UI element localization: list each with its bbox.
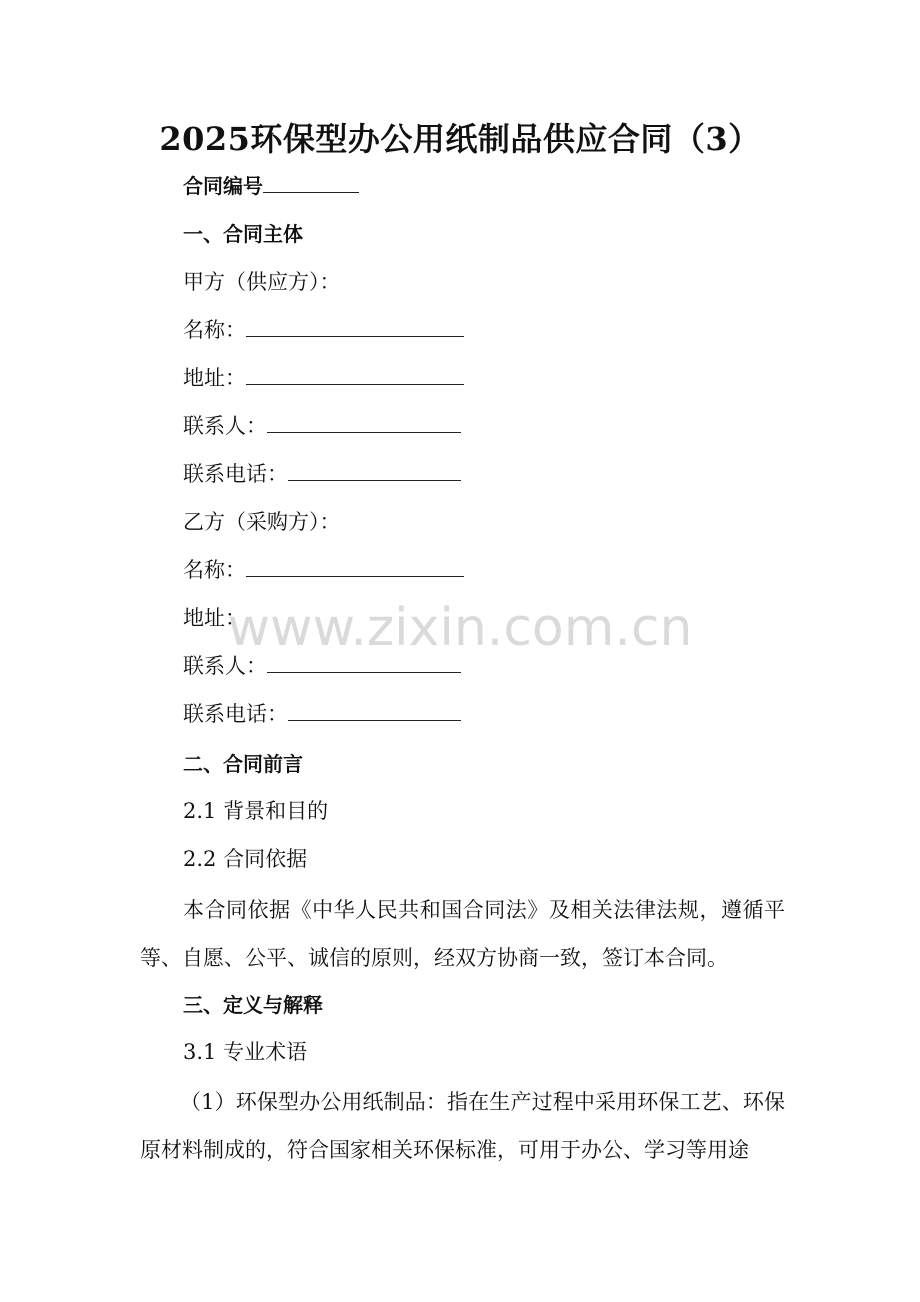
party-b-address-line [183, 604, 246, 632]
watermark: www.zixin.com.cn [227, 598, 693, 658]
contact-label: 联系人： [183, 654, 267, 678]
contact-label: 联系人： [183, 414, 267, 438]
section-2-heading: 二、合同前言 [183, 752, 303, 776]
section-1-heading: 一、合同主体 [183, 222, 303, 246]
item-3-1: 3.1 专业术语 [183, 1040, 308, 1064]
party-a-address-blank [246, 364, 464, 385]
party-a-contact-blank [267, 412, 461, 433]
paragraph-3-1: （1）环保型办公用纸制品：指在生产过程中采用环保工艺、环保原材料制成的，符合国家相关环保标准，可用于办公、学习等用途 [140, 1090, 785, 1162]
party-a-heading: 甲方（供应方）： [183, 270, 341, 294]
item-2-1: 2.1 背景和目的 [183, 799, 329, 823]
party-b-name-blank [246, 556, 464, 577]
party-a-name-blank [246, 316, 464, 337]
party-a-phone-blank [288, 460, 461, 481]
party-a-address-line [183, 364, 464, 392]
address-label: 地址： [183, 606, 246, 630]
address-label: 地址： [183, 366, 246, 390]
party-b-heading: 乙方（采购方）： [183, 510, 341, 534]
party-b-contact-blank [267, 652, 461, 673]
party-b-contact-line [183, 652, 461, 680]
party-a-name-line [183, 316, 464, 344]
phone-label: 联系电话： [183, 702, 288, 726]
contract-number-label: 合同编号 [183, 174, 263, 198]
name-label: 名称： [183, 558, 246, 582]
section-3-heading: 三、定义与解释 [183, 993, 323, 1017]
contract-number-blank [263, 172, 359, 193]
contract-title: 2025环保型办公用纸制品供应合同（3） [159, 120, 761, 158]
paragraph-2-2: 本合同依据《中华人民共和国合同法》及相关法律法规，遵循平等、自愿、公平、诚信的原则，经双方协商一致，签订本合同。 [140, 898, 785, 970]
item-2-2: 2.2 合同依据 [183, 847, 308, 871]
name-label: 名称： [183, 318, 246, 342]
party-a-contact-line [183, 412, 461, 440]
phone-label: 联系电话： [183, 462, 288, 486]
party-b-phone-blank [288, 700, 461, 721]
party-b-phone-line [183, 700, 461, 728]
contract-number-line [183, 172, 359, 200]
party-a-phone-line [183, 460, 461, 488]
party-b-name-line [183, 556, 464, 584]
